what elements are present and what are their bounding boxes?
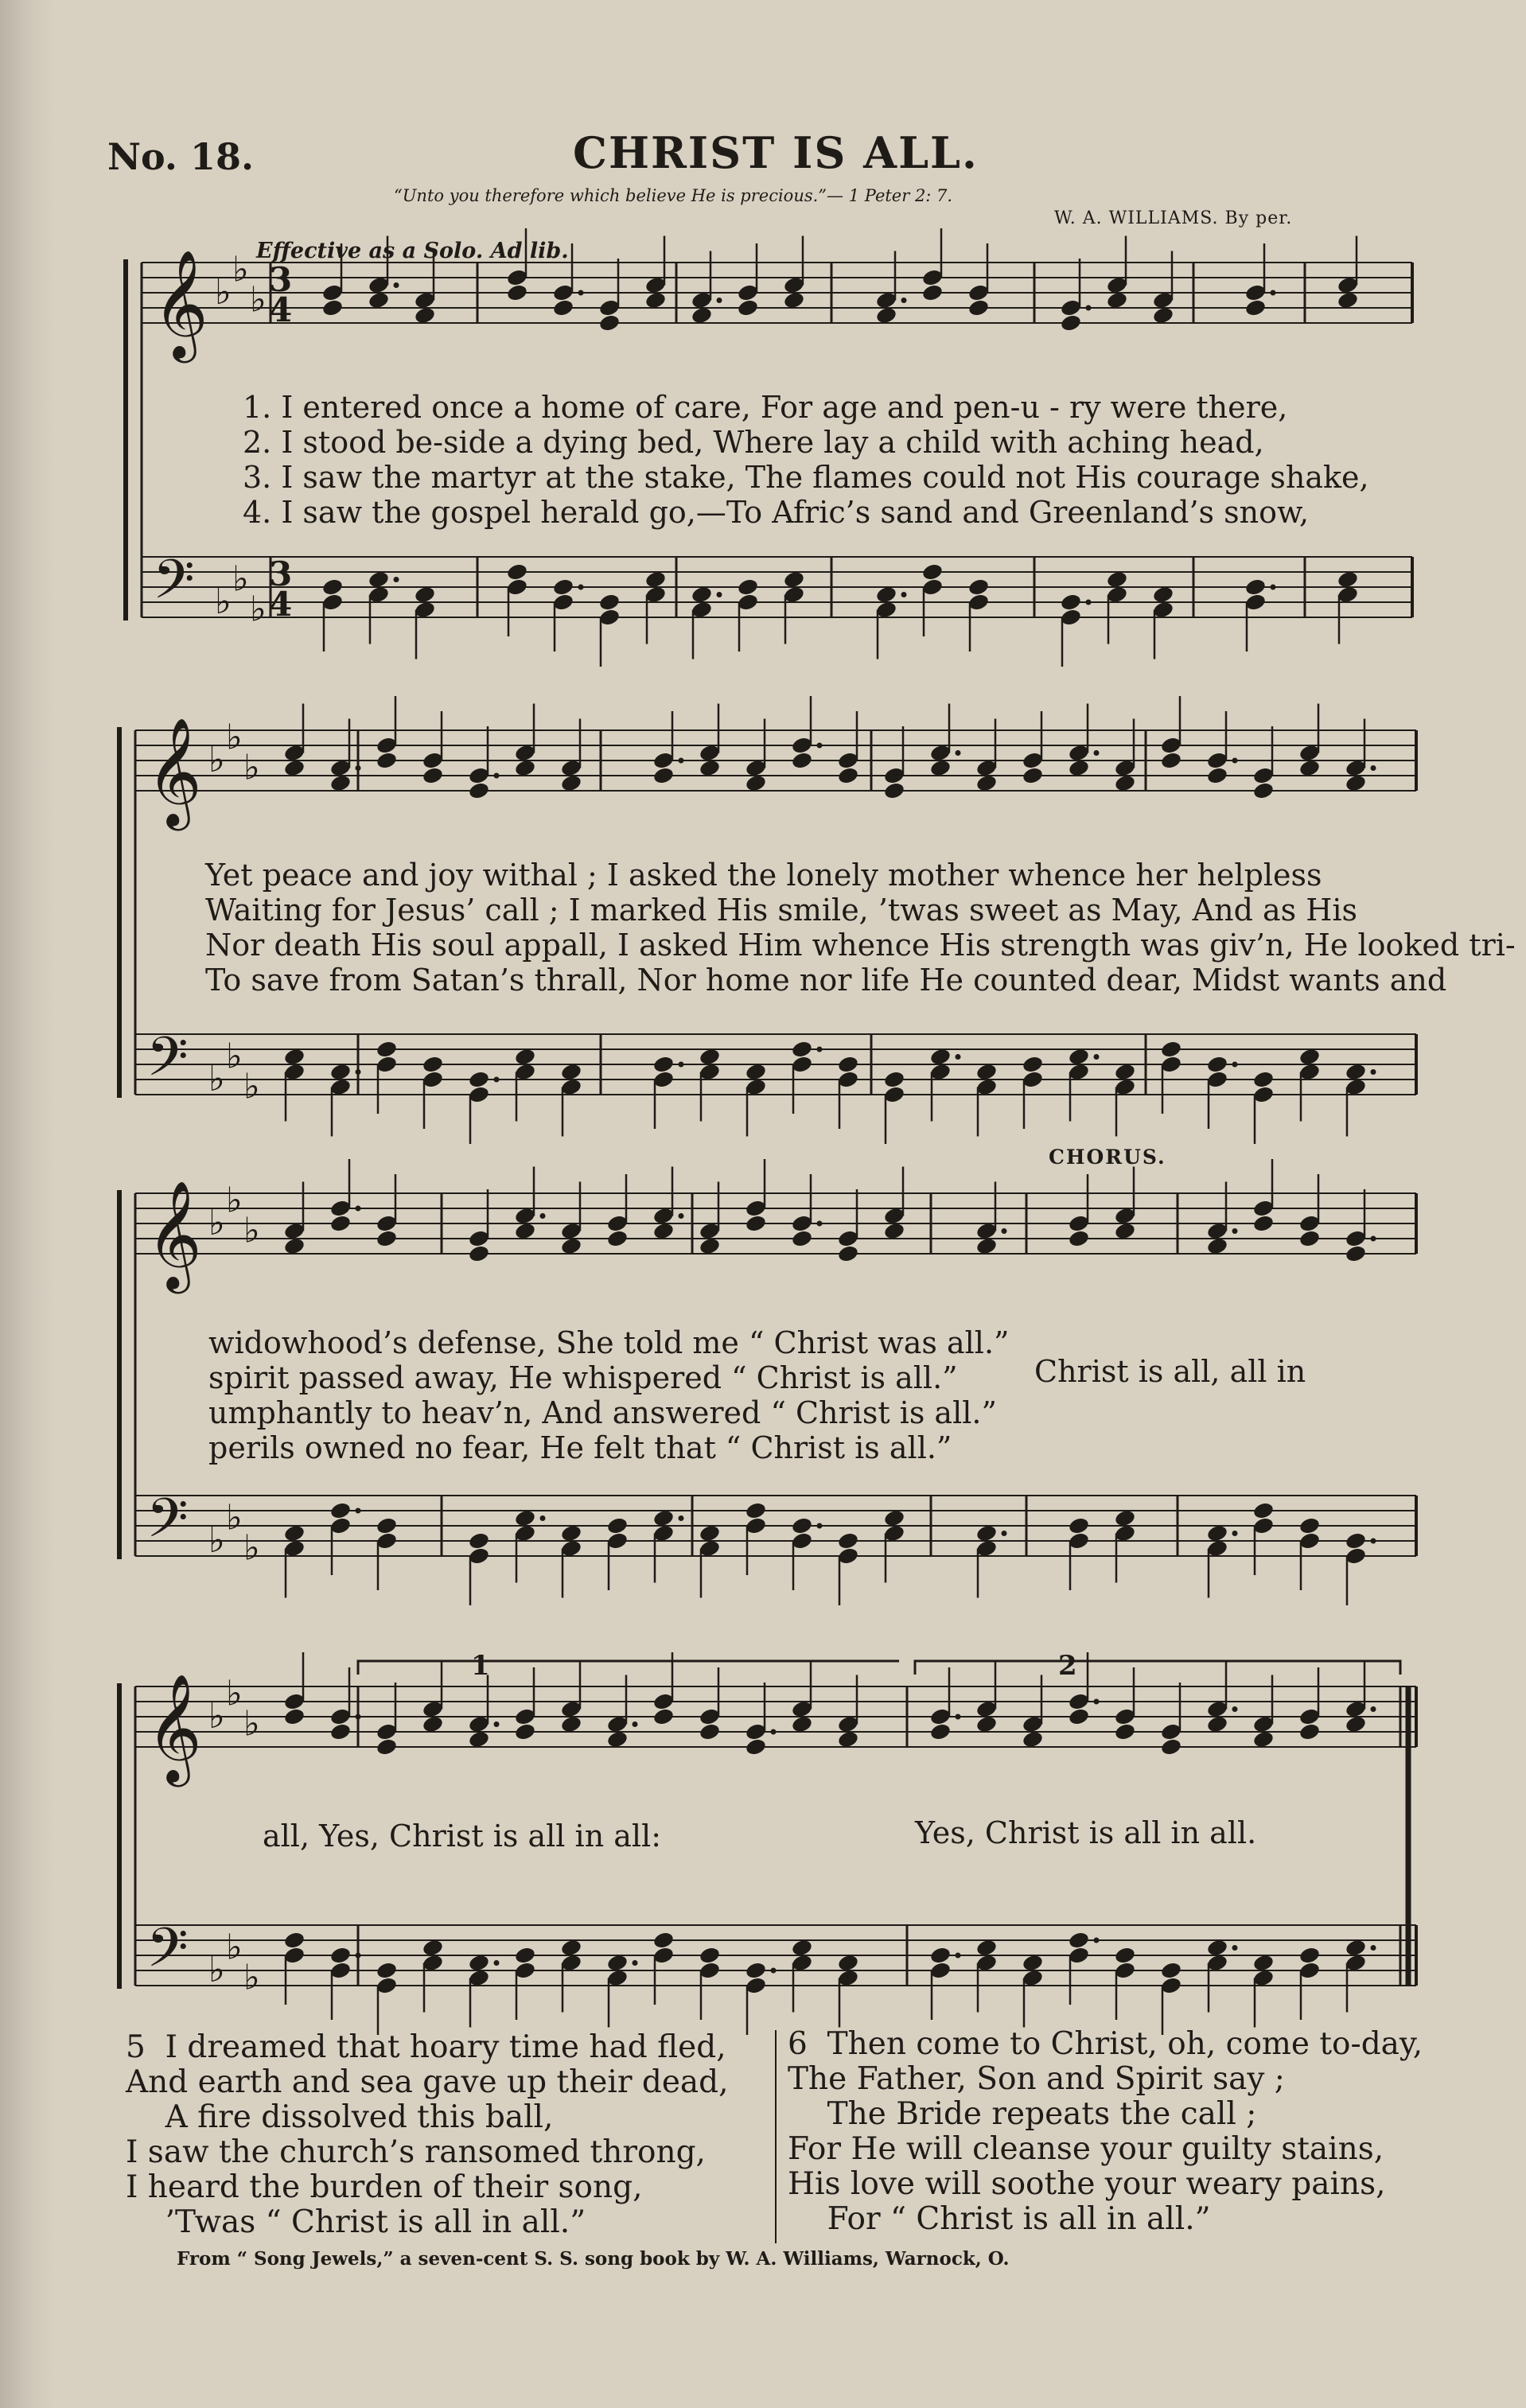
notehead	[1252, 1953, 1275, 1972]
notehead	[652, 1931, 675, 1950]
bass-clef-icon: 𝄢	[146, 1488, 189, 1563]
notehead	[837, 766, 859, 785]
flat-icon: ♭	[226, 1180, 243, 1221]
notehead	[283, 1047, 306, 1066]
notehead	[737, 578, 759, 597]
notehead	[1068, 1707, 1090, 1726]
notehead	[1106, 290, 1128, 309]
dot	[394, 282, 399, 288]
notehead	[1298, 1047, 1321, 1066]
dot	[356, 765, 361, 771]
dot	[1094, 1699, 1100, 1705]
notehead	[1244, 578, 1267, 597]
notehead	[376, 1516, 398, 1535]
notehead	[1345, 773, 1367, 792]
dot	[1271, 585, 1276, 590]
notehead	[1068, 1931, 1090, 1950]
notehead	[1106, 570, 1128, 589]
verse-6: 6 Then come to Christ, oh, come to-day, The Father, Son and Spirit say ; The Bride repeats the call ; For He will cleanse your guilty stains, His love will soothe your weary pains, For “ Christ is all in all.”	[788, 2026, 1423, 2237]
flat-icon: ♭	[243, 747, 260, 788]
dot	[1371, 1539, 1376, 1544]
dot	[356, 1508, 361, 1514]
notehead	[652, 1221, 675, 1240]
dot	[494, 1960, 500, 1966]
dot	[1002, 1228, 1007, 1234]
notehead	[745, 1961, 767, 1980]
chorus-lyric-second-ending: Yes, Christ is all in all.	[915, 1815, 1257, 1850]
notehead	[1345, 1938, 1367, 1957]
notehead	[1114, 773, 1136, 792]
notehead	[837, 1729, 859, 1749]
notehead	[929, 758, 952, 777]
notehead	[652, 1055, 675, 1074]
verse-line-1: Yet peace and joy withal ; I asked the lonely mother whence her helpless	[205, 858, 1322, 893]
notehead	[560, 1236, 582, 1255]
notehead	[967, 298, 990, 317]
flat-icon: ♭	[250, 279, 267, 321]
notehead	[506, 283, 528, 302]
notehead	[837, 1055, 859, 1074]
notehead	[1060, 593, 1082, 612]
notehead	[929, 1946, 952, 1965]
notehead	[1160, 1961, 1182, 1980]
notehead	[875, 585, 897, 604]
notehead	[1160, 1737, 1182, 1756]
notehead	[875, 305, 897, 325]
notehead	[1345, 1714, 1367, 1733]
notehead	[837, 1244, 859, 1263]
notehead	[1022, 1055, 1044, 1074]
notehead	[414, 585, 436, 604]
dot	[901, 298, 907, 303]
notehead	[699, 758, 721, 777]
verse-line-4: To save from Satan’s thrall, Nor home nor life He counted dear, Midst wants and	[205, 963, 1447, 998]
dot	[679, 1213, 684, 1219]
verse-line-3: Nor death His soul appall, I asked Him whence His strength was giv’n, He looked tri-	[205, 928, 1516, 963]
verse-line-3: 3. I saw the martyr at the stake, The flames could not His courage shake,	[243, 460, 1369, 495]
notehead	[975, 773, 998, 792]
notehead	[560, 1523, 582, 1542]
notehead	[929, 1722, 952, 1741]
notehead	[414, 305, 436, 325]
dot	[1086, 600, 1092, 605]
notehead	[560, 1714, 582, 1733]
dot	[1371, 1706, 1376, 1712]
notehead	[791, 1229, 813, 1248]
dot	[1094, 1054, 1100, 1060]
dot	[356, 1714, 361, 1720]
notehead	[1068, 758, 1090, 777]
notehead	[1152, 585, 1174, 604]
notehead	[283, 758, 306, 777]
first-ending-number: 1	[471, 1650, 490, 1682]
flat-icon: ♭	[250, 589, 267, 630]
chorus-lyric-first-ending: all, Yes, Christ is all in all:	[263, 1819, 662, 1854]
notehead	[1068, 1047, 1090, 1066]
notehead	[1337, 570, 1359, 589]
notehead	[1206, 766, 1228, 785]
notehead	[1252, 781, 1275, 800]
verse-line-2: spirit passed away, He whispered “ Christ is all.”	[208, 1360, 958, 1395]
verse-line-2: Waiting for Jesus’ call ; I marked His smile, ’twas sweet as May, And as His	[205, 893, 1358, 928]
flat-icon: ♭	[208, 1059, 225, 1099]
notehead	[1060, 313, 1082, 333]
notehead	[929, 1047, 952, 1066]
publication-footer: From “ Song Jewels,” a seven-cent S. S. song book by W. A. Williams, Warnock, O.	[177, 2248, 1010, 2270]
dot	[540, 1515, 546, 1521]
notehead	[598, 313, 621, 333]
notehead	[1206, 1236, 1228, 1255]
dot	[1232, 1706, 1238, 1712]
notehead	[791, 1040, 813, 1059]
flat-icon: ♭	[215, 272, 232, 313]
flat-icon: ♭	[208, 1950, 225, 1990]
notehead	[644, 570, 667, 589]
notehead	[967, 578, 990, 597]
dot	[771, 1729, 777, 1735]
notehead	[652, 766, 675, 785]
notehead	[783, 290, 805, 309]
dot	[956, 1953, 961, 1959]
time-signature-bottom: 4	[269, 585, 293, 624]
notehead	[422, 1714, 444, 1733]
flat-icon: ♭	[215, 582, 232, 622]
notehead	[652, 1508, 675, 1527]
notehead	[1206, 1523, 1228, 1542]
flat-icon: ♭	[208, 740, 225, 780]
notehead	[975, 1062, 998, 1081]
notehead	[652, 1707, 675, 1726]
dot	[817, 1047, 823, 1052]
notehead	[837, 1953, 859, 1972]
flat-icon: ♭	[226, 1497, 243, 1539]
notehead	[691, 305, 713, 325]
notehead	[376, 1229, 398, 1248]
chorus-label: CHORUS.	[1049, 1146, 1166, 1169]
hymn-title: CHRIST IS ALL.	[573, 127, 979, 178]
flat-icon: ♭	[232, 558, 249, 600]
notehead	[329, 1722, 352, 1741]
dot	[494, 1077, 500, 1083]
notehead	[1160, 1040, 1182, 1059]
notehead	[468, 781, 490, 800]
time-signature-top: 3	[269, 260, 293, 299]
notehead	[1298, 1946, 1321, 1965]
notehead	[745, 773, 767, 792]
dot	[633, 1721, 638, 1727]
notehead	[468, 1070, 490, 1089]
notehead	[560, 1938, 582, 1957]
flat-icon: ♭	[208, 1520, 225, 1561]
dot	[1271, 290, 1276, 296]
notehead	[1068, 1229, 1090, 1248]
dot	[356, 1953, 361, 1959]
notehead	[745, 1737, 767, 1756]
notehead	[329, 773, 352, 792]
notehead	[422, 1938, 444, 1957]
notehead	[737, 298, 759, 317]
notehead	[837, 1531, 859, 1550]
notehead	[699, 1523, 721, 1542]
dot	[817, 743, 823, 749]
notehead	[791, 1516, 813, 1535]
notehead	[1114, 1062, 1136, 1081]
notehead	[1114, 1221, 1136, 1240]
notehead	[422, 766, 444, 785]
notehead	[1252, 1070, 1275, 1089]
notehead	[329, 1946, 352, 1965]
notehead	[975, 1523, 998, 1542]
notehead	[1252, 1214, 1275, 1233]
notehead	[745, 1214, 767, 1233]
verse-line-3: umphantly to heav’n, And answered “ Christ is all.”	[208, 1395, 997, 1430]
treble-clef-icon: 𝄞	[146, 1672, 202, 1782]
dot	[578, 290, 584, 296]
notehead	[329, 1501, 352, 1520]
dot	[356, 1206, 361, 1212]
notehead	[699, 1722, 721, 1741]
notehead	[975, 1938, 998, 1957]
bass-clef-icon: 𝄢	[153, 549, 195, 624]
notehead	[606, 1729, 629, 1749]
dot	[717, 298, 722, 303]
notehead	[1244, 298, 1267, 317]
notehead	[699, 1946, 721, 1965]
notehead	[514, 1508, 536, 1527]
notehead	[1252, 1729, 1275, 1749]
notehead	[321, 578, 344, 597]
chorus-lyric: Christ is all, all in	[1034, 1354, 1306, 1389]
notehead	[376, 751, 398, 770]
notehead	[376, 1961, 398, 1980]
treble-clef-icon: 𝄞	[146, 1179, 202, 1289]
notehead	[329, 1214, 352, 1233]
verse-line-4: perils owned no fear, He felt that “ Christ is all.”	[208, 1430, 952, 1465]
notehead	[921, 283, 944, 302]
dot	[494, 773, 500, 779]
notehead	[560, 1062, 582, 1081]
notehead	[514, 1047, 536, 1066]
dot	[956, 1054, 961, 1060]
notehead	[1298, 1722, 1321, 1741]
notehead	[606, 1229, 629, 1248]
notehead	[1206, 1714, 1228, 1733]
notehead	[1022, 1953, 1044, 1972]
author-credit: W. A. WILLIAMS. By per.	[1054, 208, 1293, 228]
flat-icon: ♭	[226, 1673, 243, 1714]
verse-line-2: 2. I stood be-side a dying bed, Where lay a child with aching head,	[243, 425, 1264, 460]
dot	[578, 585, 584, 590]
notehead	[1298, 758, 1321, 777]
dot	[494, 1721, 500, 1727]
flat-icon: ♭	[243, 1527, 260, 1569]
scripture-reference: “Unto you therefore which believe He is precious.”— 1 Peter 2: 7.	[394, 186, 953, 205]
notehead	[468, 1244, 490, 1263]
notehead	[1345, 1062, 1367, 1081]
notehead	[598, 593, 621, 612]
dot	[679, 1515, 684, 1521]
flat-icon: ♭	[226, 1927, 243, 1968]
treble-clef-icon: 𝄞	[146, 716, 202, 826]
dot	[1371, 1945, 1376, 1951]
notehead	[1022, 766, 1044, 785]
notehead	[745, 1062, 767, 1081]
notehead	[514, 1722, 536, 1741]
dot	[1371, 1236, 1376, 1242]
notehead	[1022, 1729, 1044, 1749]
hymn-number: No. 18.	[107, 135, 254, 178]
notehead	[606, 1516, 629, 1535]
bass-clef-icon: 𝄢	[146, 1026, 189, 1102]
time-signature-bottom: 4	[269, 290, 293, 329]
notehead	[368, 570, 390, 589]
notehead	[975, 1236, 998, 1255]
verse-line-1: 1. I entered once a home of care, For age and pen-u - ry were there,	[243, 390, 1288, 425]
dot	[956, 1714, 961, 1720]
notehead	[514, 1221, 536, 1240]
dot	[1094, 1938, 1100, 1943]
notehead	[791, 751, 813, 770]
notehead	[921, 562, 944, 582]
dot	[771, 1968, 777, 1974]
flat-icon: ♭	[232, 249, 249, 290]
notehead	[975, 1714, 998, 1733]
time-signature-top: 3	[269, 554, 293, 593]
flat-icon: ♭	[243, 1703, 260, 1745]
dot	[540, 1213, 546, 1219]
first-ending-bracket	[358, 1661, 899, 1675]
notehead	[468, 1953, 490, 1972]
flat-icon: ♭	[243, 1957, 260, 1998]
performance-direction: Effective as a Solo. Ad lib.	[256, 239, 569, 263]
notehead	[514, 758, 536, 777]
notehead	[883, 1221, 905, 1240]
dot	[1232, 1531, 1238, 1536]
treble-clef-icon: 𝄞	[153, 248, 208, 358]
dot	[1002, 1531, 1007, 1536]
dot	[679, 758, 684, 764]
notehead	[329, 1062, 352, 1081]
notehead	[883, 1508, 905, 1527]
notehead	[283, 1236, 306, 1255]
notehead	[552, 578, 574, 597]
notehead	[514, 1946, 536, 1965]
notehead	[1298, 1516, 1321, 1535]
notehead	[745, 1501, 767, 1520]
notehead	[1206, 1938, 1228, 1957]
bass-clef-icon: 𝄢	[146, 1917, 189, 1993]
notehead	[376, 1040, 398, 1059]
second-ending-number: 2	[1058, 1650, 1077, 1682]
flat-icon: ♭	[208, 1696, 225, 1737]
flat-icon: ♭	[226, 1036, 243, 1077]
verse-line-4: 4. I saw the gospel herald go,—To Afric’s sand and Greenland’s snow,	[243, 495, 1310, 530]
dot	[817, 1221, 823, 1227]
dot	[1371, 1069, 1376, 1075]
dot	[956, 750, 961, 756]
notehead	[883, 781, 905, 800]
notehead	[606, 1953, 629, 1972]
notehead	[1160, 751, 1182, 770]
verse-line-1: widowhood’s defense, She told me “ Christ was all.”	[208, 1325, 1010, 1360]
notehead	[283, 1931, 306, 1950]
notehead	[699, 1236, 721, 1255]
verse-5: 5 I dreamed that hoary time had fled, And earth and sea gave up their dead, A fire dissolved this ball, I saw the church’s ransomed throng, I heard the burden of their song, ’Twas “ Christ is all in all.”	[126, 2029, 729, 2240]
dot	[1232, 1228, 1238, 1234]
notehead	[321, 298, 344, 317]
dot	[356, 1069, 361, 1075]
flat-icon: ♭	[243, 1066, 260, 1107]
notehead	[791, 1938, 813, 1957]
notehead	[1206, 1055, 1228, 1074]
dot	[679, 1062, 684, 1068]
notehead	[376, 1737, 398, 1756]
dot	[817, 1523, 823, 1529]
notehead	[644, 290, 667, 309]
dot	[1232, 1062, 1238, 1068]
dot	[1094, 750, 1100, 756]
flat-icon: ♭	[243, 1210, 260, 1251]
notehead	[1114, 1508, 1136, 1527]
notehead	[1152, 305, 1174, 325]
notehead	[1252, 1501, 1275, 1520]
dot	[394, 577, 399, 582]
notehead	[1298, 1229, 1321, 1248]
notehead	[468, 1531, 490, 1550]
notehead	[691, 585, 713, 604]
notehead	[783, 570, 805, 589]
notehead	[1114, 1722, 1136, 1741]
notehead	[1114, 1946, 1136, 1965]
dot	[633, 1960, 638, 1966]
notehead	[1337, 290, 1359, 309]
second-ending-bracket	[915, 1661, 1400, 1675]
flat-icon: ♭	[208, 1203, 225, 1243]
notehead	[368, 290, 390, 309]
notehead	[560, 773, 582, 792]
dot	[1232, 758, 1238, 764]
notehead	[699, 1047, 721, 1066]
dot	[717, 592, 722, 597]
notehead	[506, 562, 528, 582]
notehead	[422, 1055, 444, 1074]
notehead	[883, 1070, 905, 1089]
notehead	[468, 1729, 490, 1749]
notehead	[1345, 1531, 1367, 1550]
notehead	[1345, 1244, 1367, 1263]
notehead	[283, 1707, 306, 1726]
flat-icon: ♭	[226, 717, 243, 758]
dot	[1371, 765, 1376, 771]
notehead	[791, 1714, 813, 1733]
dot	[1232, 1945, 1238, 1951]
notehead	[552, 298, 574, 317]
notehead	[283, 1523, 306, 1542]
dot	[1086, 305, 1092, 311]
notehead	[1068, 1516, 1090, 1535]
dot	[901, 592, 907, 597]
